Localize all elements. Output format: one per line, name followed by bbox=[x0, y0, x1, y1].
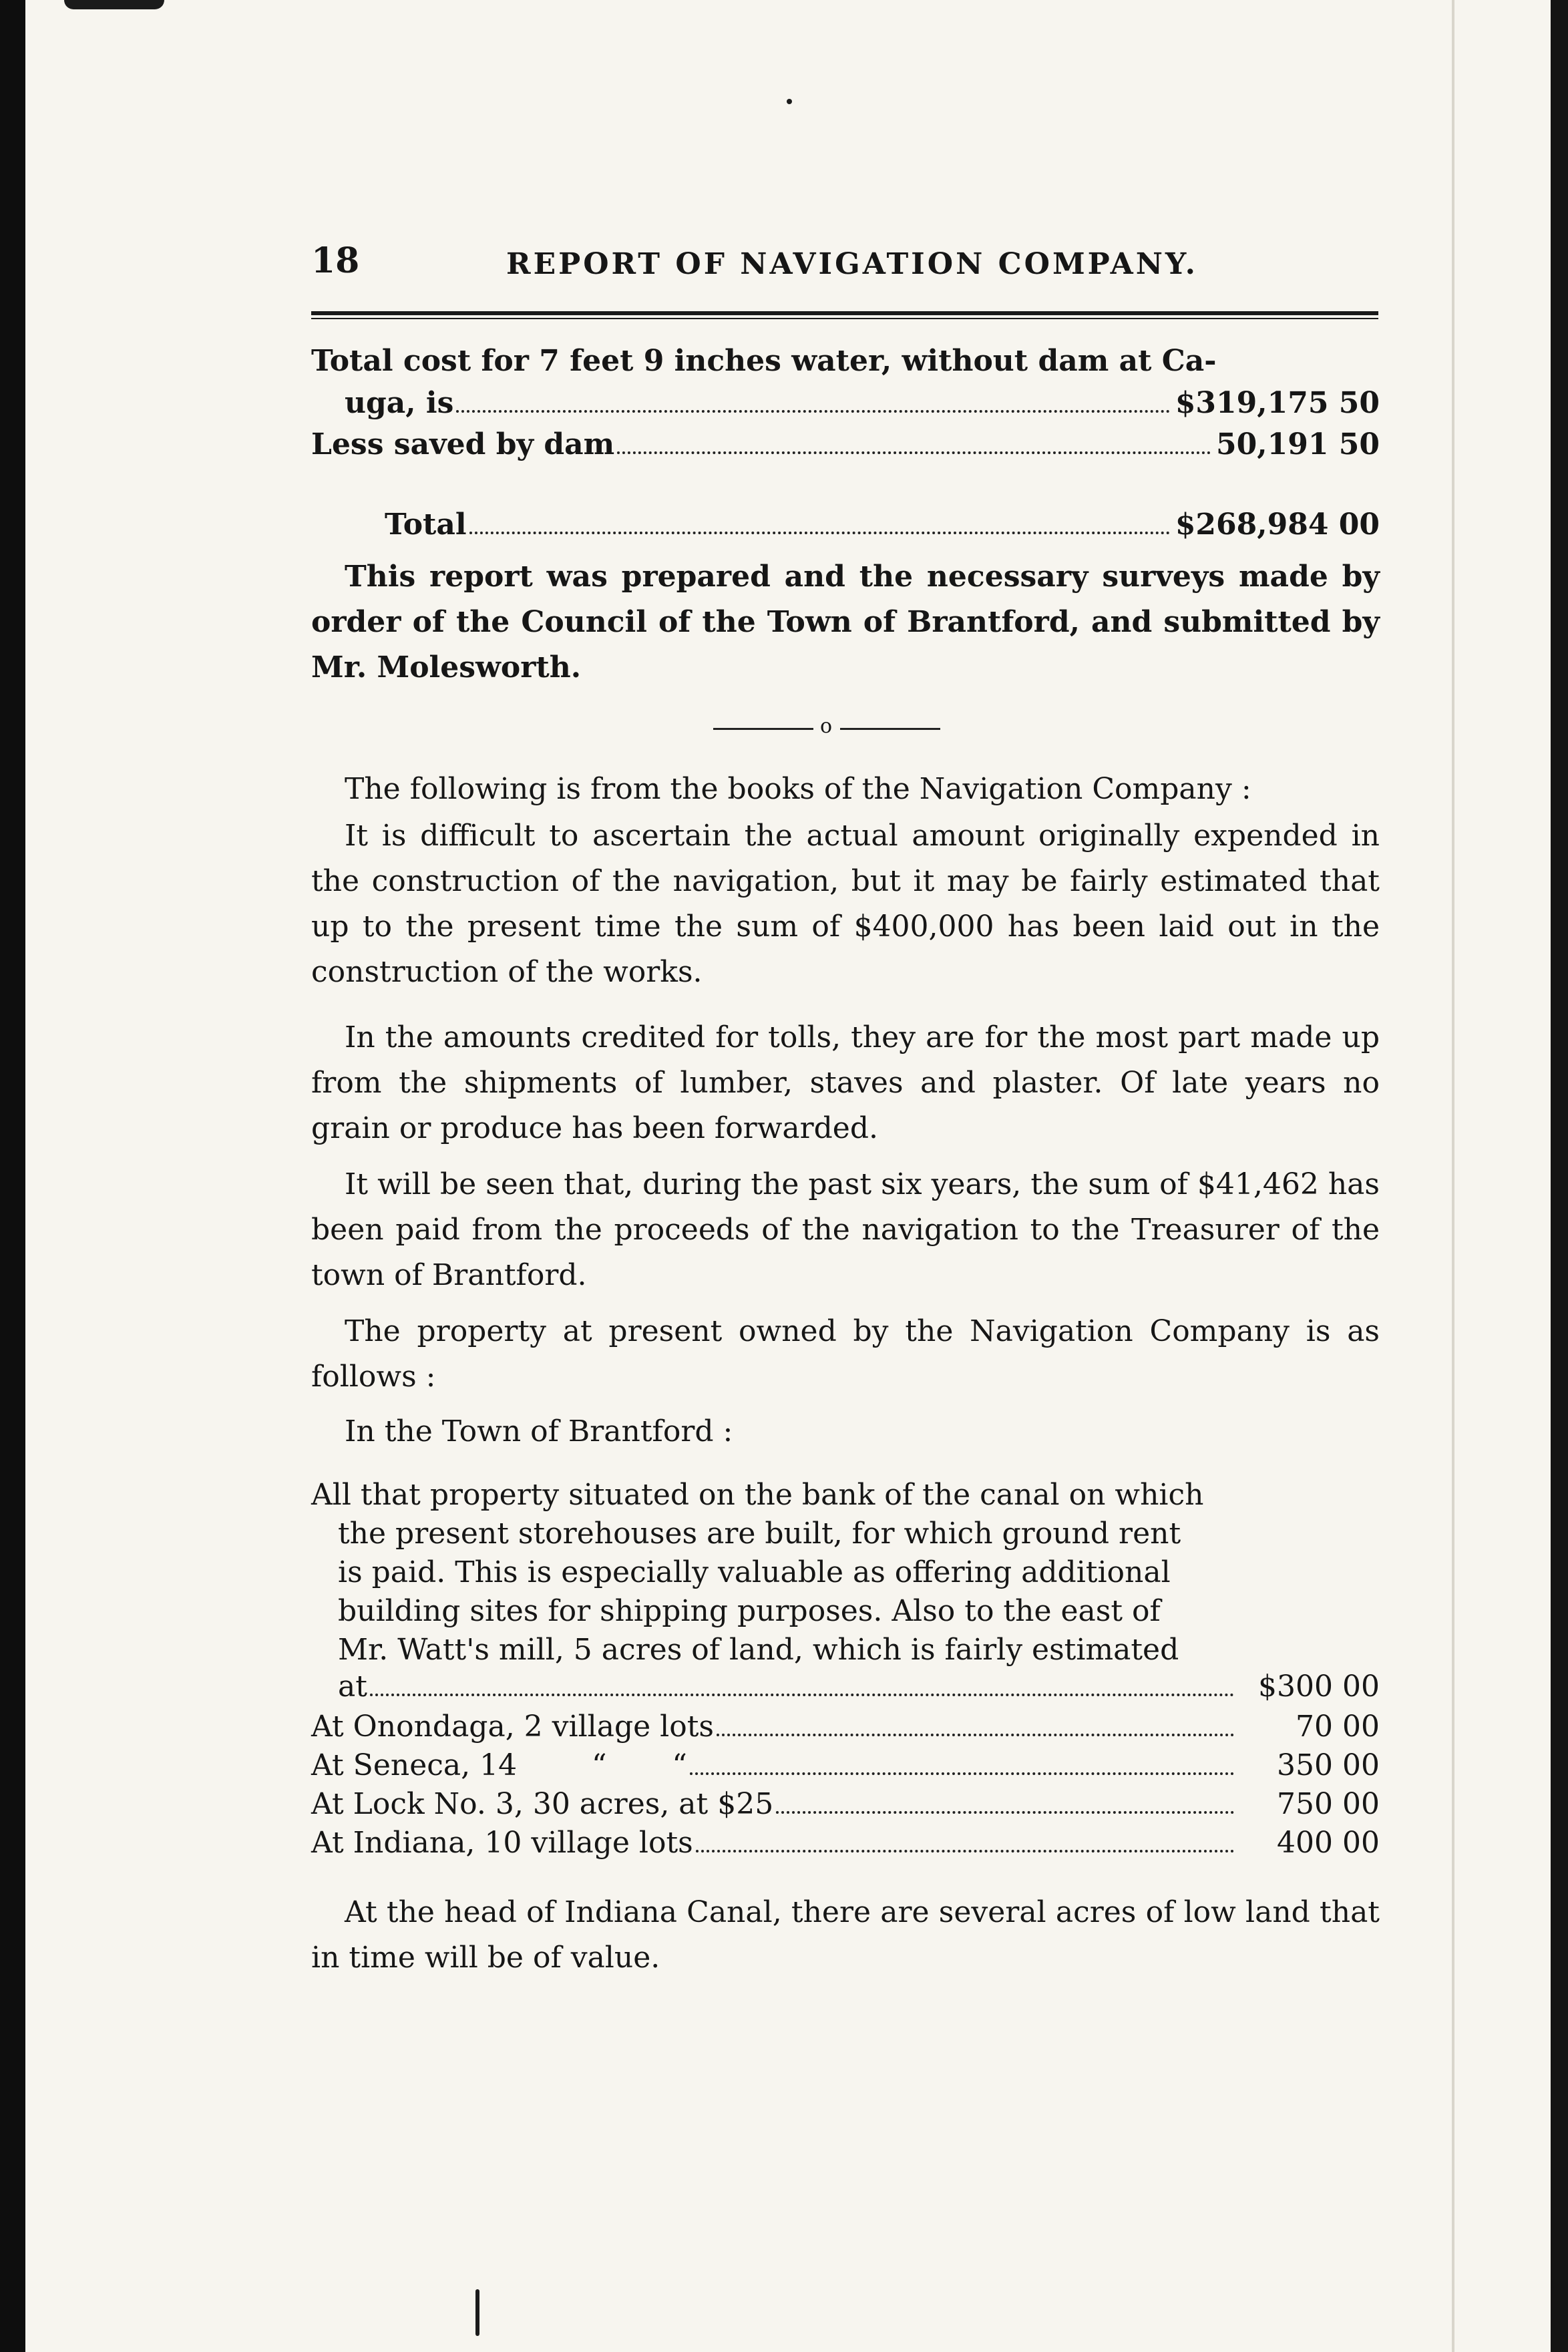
scan-scratch bbox=[475, 2289, 479, 2336]
town-heading bbox=[311, 1409, 1380, 1454]
difficult-text: It is difficult to ascertain the actual amount originally expended in the construction of the navigation, but it may be fairly estimated that up to the present time the sum of $400,000 has been laid out in the construction of the works. bbox=[311, 819, 1380, 989]
property-text: The property at present owned by the Navigation Company is as follows : bbox=[311, 1314, 1380, 1394]
intro-text: The following is from the books of the Navigation Company : bbox=[345, 772, 1251, 806]
property-row-amount: 70 00 bbox=[1296, 1710, 1380, 1744]
property-row bbox=[311, 1826, 1380, 1862]
property-paragraph bbox=[311, 1309, 1380, 1400]
difficult-paragraph bbox=[311, 813, 1380, 995]
left-scan-border bbox=[0, 0, 25, 2352]
total-row bbox=[311, 508, 1380, 544]
page-number: 18 bbox=[311, 240, 360, 281]
property-item-line-3: is paid. This is especially valuable as offering additional bbox=[338, 1555, 1171, 1589]
property-row-label: At Seneca, 14 “ “ bbox=[311, 1748, 687, 1782]
less-saved-amount: 50,191 50 bbox=[1216, 427, 1380, 461]
total-label: Total bbox=[385, 508, 467, 542]
report-note-text: This report was prepared and the necessary surveys made by order of the Council of the Town of Brantford, and submitted by Mr. Molesworth. bbox=[311, 560, 1380, 684]
property-row-amount: 750 00 bbox=[1277, 1787, 1380, 1821]
property-row bbox=[311, 1710, 1380, 1746]
closing-paragraph bbox=[311, 1890, 1380, 1981]
page-header bbox=[292, 240, 1391, 287]
page-edge-line bbox=[1452, 0, 1454, 2352]
header-rule bbox=[311, 311, 1378, 315]
property-item-value-label: at bbox=[338, 1670, 367, 1704]
divider-dash-right bbox=[840, 728, 940, 730]
intro-paragraph bbox=[311, 767, 1380, 812]
section-divider bbox=[713, 715, 940, 741]
property-item bbox=[311, 1476, 1246, 1670]
town-heading-text: In the Town of Brantford : bbox=[345, 1414, 733, 1448]
less-saved-row bbox=[311, 427, 1380, 463]
cost-line-2-amount: $319,175 50 bbox=[1175, 386, 1380, 420]
running-title: REPORT OF NAVIGATION COMPANY. bbox=[506, 247, 1198, 281]
property-row bbox=[311, 1787, 1380, 1823]
property-item-line-4: building sites for shipping purposes. Also to the east of bbox=[338, 1594, 1161, 1628]
cost-line-2 bbox=[311, 386, 1380, 422]
divider-dash-left bbox=[713, 728, 813, 730]
cost-line-2-label: uga, is bbox=[345, 386, 454, 420]
document-page bbox=[292, 0, 1391, 2352]
less-saved-label: Less saved by dam bbox=[311, 427, 615, 461]
report-note bbox=[311, 554, 1380, 691]
header-rule-thin bbox=[311, 318, 1378, 319]
tolls-text: In the amounts credited for tolls, they are for the most part made up from the shipments of lumber, staves and plaster. Of late years no grain or produce has been forwarded. bbox=[311, 1020, 1380, 1145]
property-item-value-row bbox=[311, 1670, 1380, 1706]
total-amount: $268,984 00 bbox=[1175, 508, 1380, 542]
leader-dots bbox=[696, 1850, 1234, 1852]
leader-dots bbox=[370, 1694, 1234, 1696]
property-item-line-2: the present storehouses are built, for which ground rent bbox=[338, 1517, 1181, 1551]
paid-paragraph bbox=[311, 1162, 1380, 1298]
property-item-line-1: All that property situated on the bank of the canal on which bbox=[311, 1478, 1204, 1512]
property-row bbox=[311, 1748, 1380, 1784]
leader-dots bbox=[456, 410, 1169, 413]
leader-dots bbox=[469, 532, 1170, 534]
property-row-amount: 350 00 bbox=[1277, 1748, 1380, 1782]
leader-dots bbox=[690, 1772, 1234, 1775]
right-scan-border bbox=[1551, 0, 1568, 2352]
property-row-label: At Lock No. 3, 30 acres, at $25 bbox=[311, 1787, 774, 1821]
cost-line-1: Total cost for 7 feet 9 inches water, without dam at Ca- bbox=[311, 344, 1217, 378]
closing-text: At the head of Indiana Canal, there are several acres of low land that in time will be of value. bbox=[311, 1895, 1380, 1975]
property-item-value: $300 00 bbox=[1258, 1670, 1380, 1704]
leader-dots bbox=[617, 451, 1211, 454]
property-row-amount: 400 00 bbox=[1277, 1826, 1380, 1860]
divider-mark: o bbox=[820, 715, 833, 738]
leader-dots bbox=[776, 1811, 1234, 1814]
paid-text: It will be seen that, during the past six years, the sum of $41,462 has been paid from the proceeds of the navigation to the Treasurer of the town of Brantford. bbox=[311, 1167, 1380, 1292]
tolls-paragraph bbox=[311, 1015, 1380, 1151]
property-row-label: At Indiana, 10 village lots bbox=[311, 1826, 693, 1860]
property-row-label: At Onondaga, 2 village lots bbox=[311, 1710, 714, 1744]
property-item-line-5: Mr. Watt's mill, 5 acres of land, which is fairly estimated bbox=[338, 1633, 1179, 1667]
scan-speck bbox=[787, 99, 792, 104]
scan-corner-mark bbox=[64, 0, 164, 9]
leader-dots bbox=[717, 1734, 1234, 1736]
